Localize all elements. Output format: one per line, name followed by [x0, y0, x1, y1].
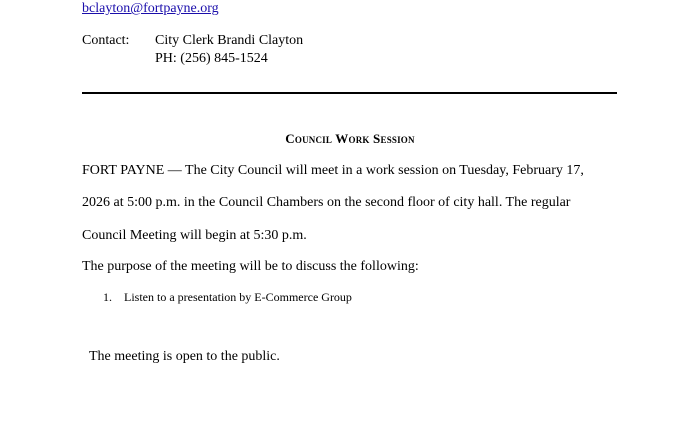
paragraph-line: FORT PAYNE — The City Council will meet in a work session on Tuesday, February 17,: [82, 163, 584, 178]
contact-name: City Clerk Brandi Clayton: [155, 33, 304, 48]
contact-phone: PH: (256) 845-1524: [155, 51, 268, 66]
agenda-item-text: Listen to a presentation by E-Commerce Group: [124, 290, 352, 304]
contact-label: Contact:: [82, 33, 130, 48]
email-link[interactable]: bclayton@fortpayne.org: [82, 1, 219, 16]
paragraph-line: 2026 at 5:00 p.m. in the Council Chambers on the second floor of city hall. The regular: [82, 195, 571, 210]
agenda-item-number: 1.: [103, 290, 112, 304]
purpose-text: The purpose of the meeting will be to discuss the following:: [82, 259, 419, 274]
paragraph-line: Council Meeting will begin at 5:30 p.m.: [82, 228, 307, 243]
horizontal-divider: [82, 92, 617, 94]
agenda-list-item: [103, 290, 352, 305]
closing-text: The meeting is open to the public.: [89, 349, 280, 364]
section-heading: Council Work Session: [285, 131, 415, 146]
